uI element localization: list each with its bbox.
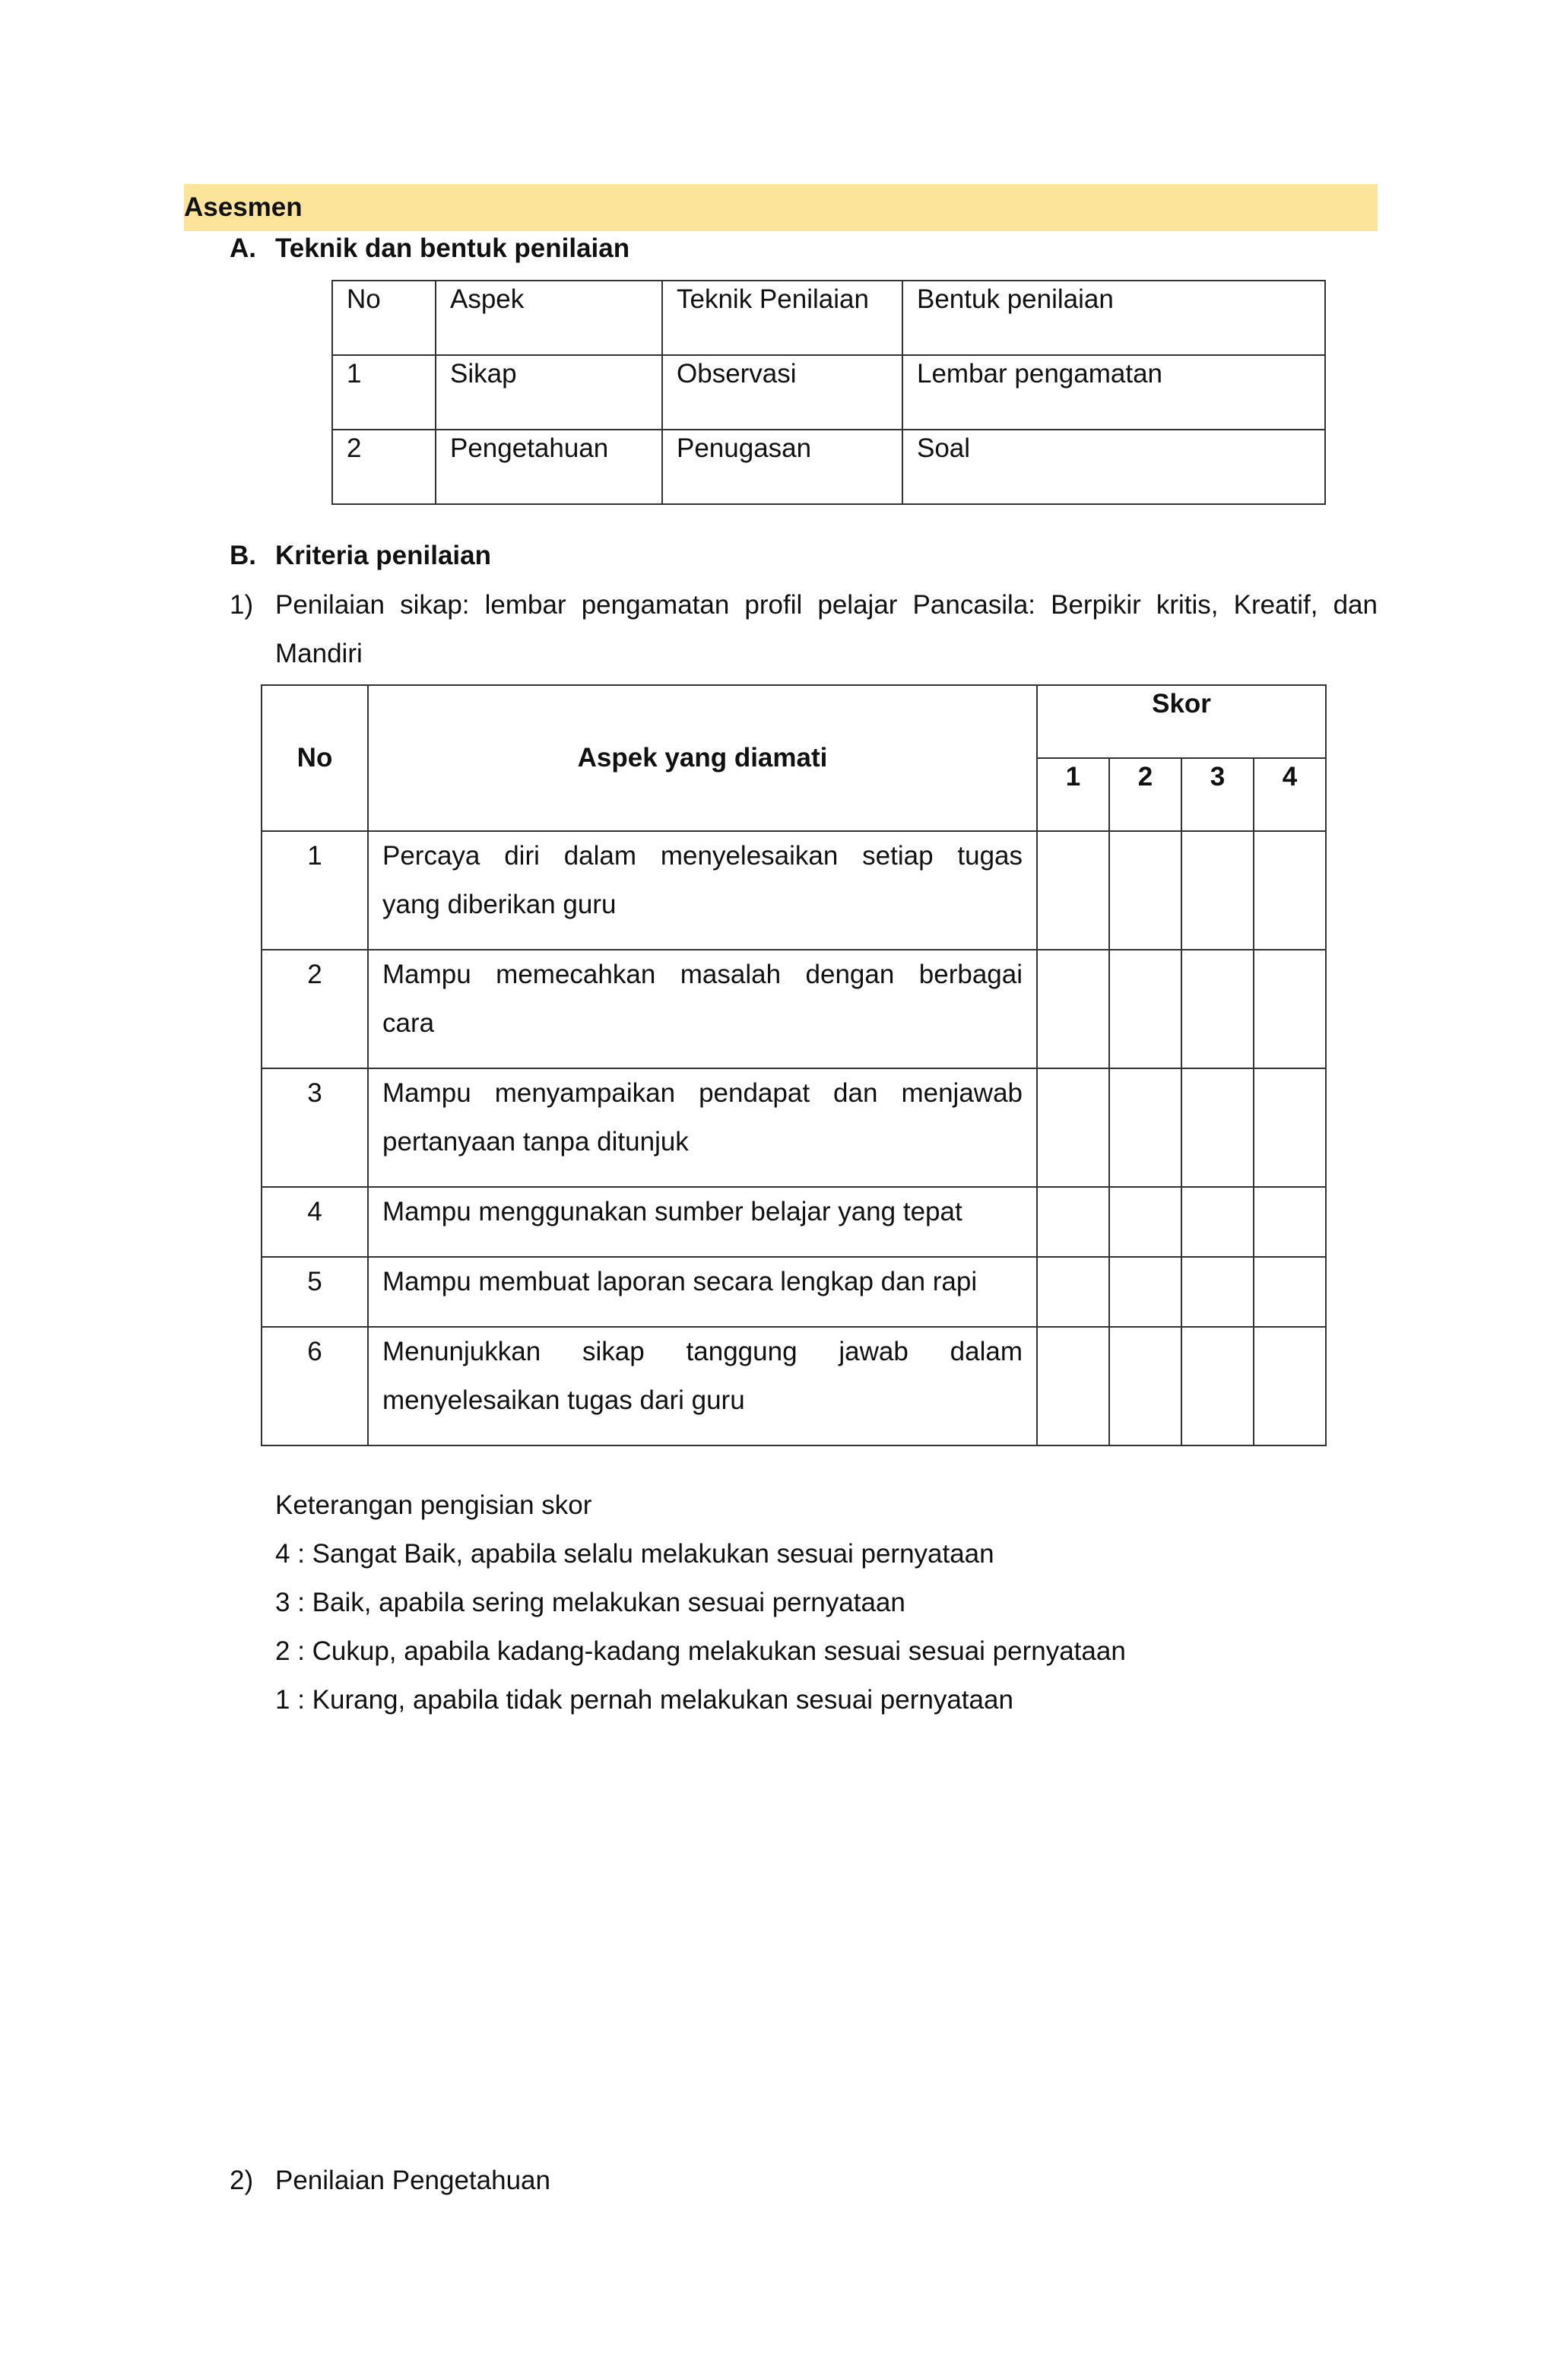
header-bentuk: Bentuk penilaian: [902, 281, 1325, 355]
cell-no: 1: [332, 355, 436, 430]
cell-teknik: Observasi: [662, 355, 902, 430]
row-no: 3: [307, 1078, 322, 1108]
header-teknik: Teknik Penilaian: [662, 281, 902, 355]
row-aspek-line1: Menunjukkan sikap tanggung jawab dalam: [382, 1337, 1023, 1366]
cell-aspek: Sikap: [436, 355, 662, 430]
cell-teknik: Penugasan: [662, 430, 902, 504]
table-row: [262, 831, 1326, 950]
legend-item: 4 : Sangat Baik, apabila selalu melakukan sesuai pernyataan: [275, 1539, 994, 1569]
score-cell[interactable]: [1254, 1327, 1326, 1445]
score-cell[interactable]: [1181, 1187, 1254, 1257]
table-row: [262, 1327, 1326, 1445]
row-aspek-line2: yang diberikan guru: [382, 890, 617, 919]
section-a-title: Teknik dan bentuk penilaian: [275, 233, 630, 263]
row-aspek-line1: Mampu menggunakan sumber belajar yang tepat: [382, 1197, 962, 1226]
cell-no: 2: [332, 430, 436, 504]
legend-item: 3 : Baik, apabila sering melakukan sesuai pernyataan: [275, 1588, 905, 1617]
cell-bentuk: Soal: [902, 430, 1325, 504]
attitude-observation-table: [261, 684, 1327, 1446]
score-cell[interactable]: [1254, 1257, 1326, 1327]
legend-item: 1 : Kurang, apabila tidak pernah melakukan sesuai pernyataan: [275, 1685, 1013, 1715]
score-cell[interactable]: [1181, 1257, 1254, 1327]
header-aspek: Aspek: [436, 281, 662, 355]
score-cell[interactable]: [1109, 831, 1181, 950]
legend-item: 2 : Cukup, apabila kadang-kadang melakukan sesuai sesuai pernyataan: [275, 1636, 1126, 1666]
table-row: [262, 1257, 1326, 1327]
row-aspek-line2: cara: [382, 1008, 435, 1038]
row-aspek-line2: menyelesaikan tugas dari guru: [382, 1385, 745, 1415]
score-cell[interactable]: [1181, 1068, 1254, 1187]
item-1-text-line1: Penilaian sikap: lembar pengamatan profil pelajar Pancasila: Berpikir kritis, Kreatif, dan: [275, 590, 1378, 620]
header-no: No: [332, 281, 436, 355]
score-cell[interactable]: [1109, 1327, 1181, 1445]
row-no: 1: [307, 841, 322, 871]
score-cell[interactable]: [1109, 1257, 1181, 1327]
score-cell[interactable]: [1181, 950, 1254, 1068]
table-row: [262, 950, 1326, 1068]
row-aspek-line1: Mampu memecahkan masalah dengan berbagai: [382, 960, 1023, 989]
score-cell[interactable]: [1254, 1187, 1326, 1257]
score-cell[interactable]: [1037, 1068, 1109, 1187]
row-no: 4: [307, 1197, 322, 1226]
row-no: 6: [307, 1337, 322, 1366]
section-header-highlight: [184, 184, 1378, 231]
row-aspek-line1: Mampu membuat laporan secara lengkap dan rapi: [382, 1267, 978, 1296]
table-row: [262, 1187, 1326, 1257]
section-b-title: Kriteria penilaian: [275, 541, 491, 570]
table-row: [332, 355, 1325, 430]
score-cell[interactable]: [1037, 950, 1109, 1068]
score-cell[interactable]: [1254, 831, 1326, 950]
row-aspek-line1: Mampu menyampaikan pendapat dan menjawab: [382, 1078, 1023, 1108]
header-skor: Skor: [1037, 685, 1326, 758]
score-cell[interactable]: [1109, 950, 1181, 1068]
score-cell[interactable]: [1254, 950, 1326, 1068]
assessment-technique-table: [331, 280, 1326, 505]
header-no: No: [262, 685, 368, 831]
item-2-marker: 2): [230, 2166, 254, 2195]
item-2-text: Penilaian Pengetahuan: [275, 2166, 550, 2195]
score-cell[interactable]: [1254, 1068, 1326, 1187]
header-skor-3: 3: [1181, 758, 1254, 831]
item-1-text-line2: Mandiri: [275, 639, 363, 668]
table-header-row: [332, 281, 1325, 355]
legend-title: Keterangan pengisian skor: [275, 1490, 592, 1520]
score-cell[interactable]: [1037, 1257, 1109, 1327]
item-1-marker: 1): [230, 590, 254, 620]
table-row: [262, 1068, 1326, 1187]
cell-bentuk: Lembar pengamatan: [902, 355, 1325, 430]
header-aspek: Aspek yang diamati: [368, 685, 1037, 831]
score-cell[interactable]: [1037, 1327, 1109, 1445]
score-cell[interactable]: [1181, 1327, 1254, 1445]
score-cell[interactable]: [1181, 831, 1254, 950]
table-row: [332, 430, 1325, 504]
score-cell[interactable]: [1037, 831, 1109, 950]
section-a-marker: A.: [230, 233, 256, 263]
section-header-title: Asesmen: [184, 192, 303, 222]
row-aspek-line2: pertanyaan tanpa ditunjuk: [382, 1127, 689, 1157]
header-skor-2: 2: [1109, 758, 1181, 831]
row-no: 5: [307, 1267, 322, 1296]
table-header-row: [262, 685, 1326, 758]
row-aspek-line1: Percaya diri dalam menyelesaikan setiap tugas: [382, 841, 1023, 871]
section-b-marker: B.: [230, 541, 256, 570]
header-skor-4: 4: [1254, 758, 1326, 831]
score-cell[interactable]: [1109, 1187, 1181, 1257]
score-cell[interactable]: [1037, 1187, 1109, 1257]
cell-aspek: Pengetahuan: [436, 430, 662, 504]
score-cell[interactable]: [1109, 1068, 1181, 1187]
row-no: 2: [307, 960, 322, 989]
header-skor-1: 1: [1037, 758, 1109, 831]
